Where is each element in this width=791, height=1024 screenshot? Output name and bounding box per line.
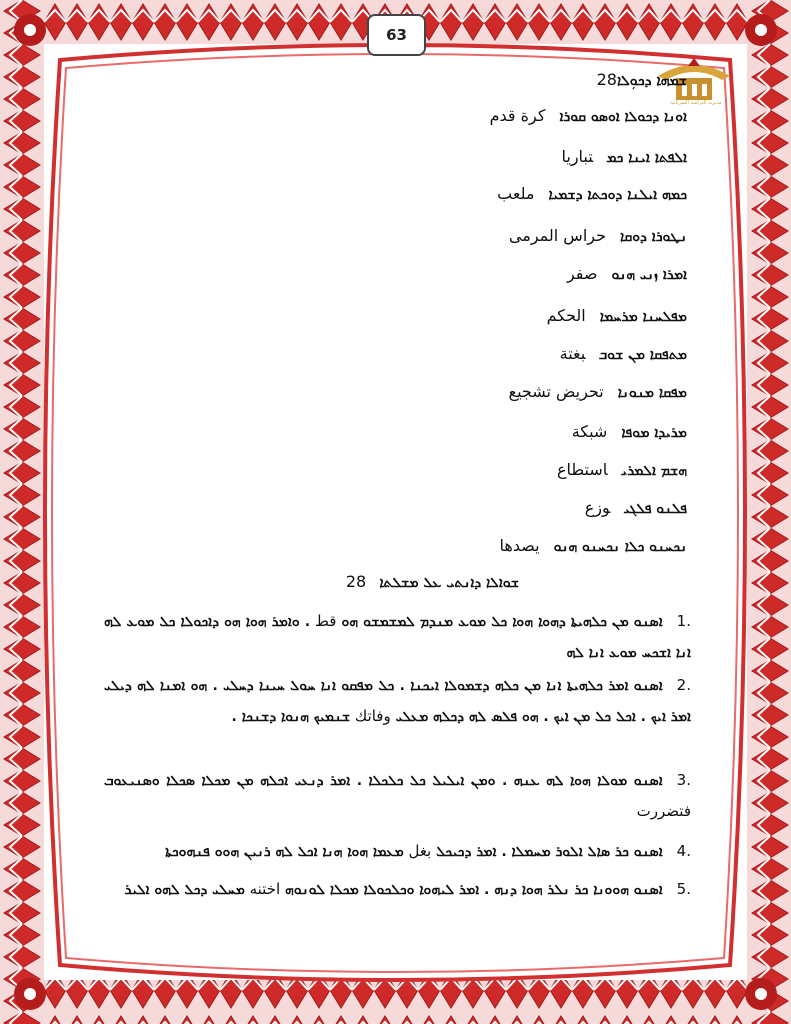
page-number: 63 <box>367 14 426 56</box>
vocab-syriac: ܡܦܩܐ ܡܢܘܢܐ <box>617 385 687 401</box>
question-paragraph <box>104 765 691 827</box>
question-paragraph <box>104 874 691 905</box>
paragraph-number: .3 <box>676 771 691 789</box>
vocab-arabic: صفر <box>566 264 598 283</box>
vocab-syriac: ܦܠܢܘ ܦܠܓܝ <box>624 501 687 517</box>
logo-caption: مديرية الدراسة السريانية <box>670 100 722 106</box>
vocab-entry <box>562 147 688 166</box>
vocab-arabic: تحريض تشجيع <box>508 382 604 401</box>
paragraph-syriac: ܐܣܢܘ ܗܘܘܢܐ ܟܪ ܢܠܪ ܗܘܐ ܕܢܗ . ܐܡܪ ܠܝܗܘܐ ܘܟܠܟܘܠܐ ܡܟܠܐ ܠܘܢܘܗ <box>280 882 663 898</box>
vocab-syriac: ܡܪܝܕܐ ܡܘܦܐ <box>621 425 687 441</box>
vocab-arabic: تباريا <box>561 147 594 166</box>
paragraph-syriac: ܐܣܢܘ ܡܢ ܟܠܗܝܬܐ ܕܗܘܐ ܗܘܐ ܟܠ ܡܘܥ ܡܢܕܡ ܠܡܫܡܫܘ ܗܘ <box>336 614 663 630</box>
vocab-syriac: ܟܡܗ ܐܝܠܢܐ ܕܘܟܬܐ ܕܫܡܝܐ <box>548 187 687 203</box>
vocab-arabic: استطاع <box>557 460 608 479</box>
section-heading <box>597 70 687 89</box>
vocab-entry <box>572 422 687 441</box>
paragraph-syriac: ܐܣܢܘ ܡܘܠܐ ܗܘܐ ܠܗ ܥܢܗ . ܘܡܢ ܐܝܠܝܠ ܟܠ ܟܠܟܠܐ . ܐܡܪ ܕܢܥܝ ܐܟܠܗ ܡܢ ܡܟܠܐ ܣܟܠܐ ܘܣܢܝܥܘܒ <box>104 773 663 789</box>
vocab-syriac: ܐܡܪܐ ܙܢܝ ܗܢܘ <box>611 267 687 283</box>
heading-number: 28 <box>596 70 617 89</box>
questions-heading <box>346 572 519 591</box>
vocab-arabic: يصدها <box>499 536 540 555</box>
paragraph-arabic: بغل <box>403 842 432 860</box>
vocab-entry <box>509 382 687 401</box>
paragraph-number: .5 <box>676 880 691 898</box>
vocab-entry <box>567 264 687 283</box>
vocab-entry <box>490 106 687 125</box>
paragraph-arabic: قط <box>310 612 337 630</box>
vocab-syriac: ܡܦܠܚܢܐ ܡܪܚܡܐ <box>599 309 687 325</box>
paragraph-arabic: فتضررت <box>636 802 691 820</box>
vocab-arabic: ملعب <box>497 184 535 203</box>
vocab-arabic: كرة قدم <box>489 106 546 125</box>
vocab-syriac: ܢܛܘܪܐ ܕܘܩܐ <box>620 229 687 245</box>
paragraph-syriac-continued: ܡܥܡܐ ܗܘܐ ܗܢܐ ܐܟܠ ܠܗ ܪܢܝܢ ܗܘܘ ܦܢܗܘܟܬܐ <box>165 844 404 860</box>
vocab-arabic: شبكة <box>571 422 608 441</box>
questions-heading-syriac: ܫܘܐܠܐ ܕܐܢܬܝ ܥܠ ܡܫܠܬܐ <box>379 575 519 591</box>
paragraph-number: .4 <box>676 842 691 860</box>
vocab-syriac: ܢܟܚܢܘ ܟܠܐ ܢܟܚܢܘ ܗܢܘ <box>553 539 687 555</box>
paragraph-syriac-continued: ܫܢܡܝܟ ܗܢܘܐ ܕܫܢܟܐ . <box>231 709 351 725</box>
vocab-syriac: ܗܫܡ ܐܠܡܪܝ <box>621 463 687 479</box>
paragraph-syriac: ܐܣܢܘ ܟܪ ܣܐܠ ܐܠܘܪ ܡܚܡܠܐ . ܐܡܪ ܕܟܝܟܠ <box>431 844 663 860</box>
question-paragraph <box>104 670 691 732</box>
question-paragraph <box>104 836 691 867</box>
vocab-arabic: وزع <box>584 498 611 517</box>
paragraph-syriac-continued: ܡܚܠܝ ܕܟܠ ܠܗܘ ܐܠܝܪ <box>124 882 245 898</box>
paragraph-arabic: وفاتك <box>350 707 391 725</box>
vocab-entry <box>509 226 687 245</box>
paragraph-syriac: ܐܣܢܘ ܐܡܪ ܟܠܗܝܬܐ ܐܢܐ ܡܢ ܟܠܗ ܕܫܡܘܠܐ ܐܝܟܢܐ . ܟܠ ܡܦܩܘ ܐܢܐ ܚܘܠ ܚܝܢܐ ܕܚܠܝ . ܗܘ ܐܡܢܐ ܠܗ ܕܝܠܝ ܐܡܪ ܐܝܟ . ܐܟܠ ܟܠ ܡܢ ܐܝܟ . ܗܘ ܦܠܣ ܠܗ ܕܟܠܗ ܡܥܠܝ <box>104 678 691 725</box>
paragraph-syriac-continued: . ܘܐܡܪ ܗܘܐ ܗܘ ܕܐܟܘܠܐ ܟܠ ܡܘܥ ܠܗ ܐܢܐ ܐܫܟܚ ܡܘܥ ܐܢܐ ܠܗ <box>104 614 691 661</box>
vocab-syriac: ܐܘܢܐ ܕܟܘܠܐ ܐܘܣܘ ܩܘܪܐ <box>559 109 687 125</box>
question-paragraph <box>104 606 691 668</box>
vocab-entry <box>585 498 687 517</box>
vocab-entry <box>557 460 687 479</box>
vocab-entry <box>500 536 687 555</box>
vocab-syriac: ܐܠܦܬܐ ܐܝܢܐ ܟܡ <box>607 150 687 166</box>
paragraph-number: .2 <box>676 676 691 694</box>
paragraph-arabic: اختنه <box>244 880 281 898</box>
questions-heading-number: 28 <box>345 572 367 591</box>
vocab-entry <box>497 184 687 203</box>
vocab-arabic: الحكم <box>546 306 586 325</box>
vocab-arabic: بغتة <box>559 344 586 363</box>
vocab-arabic: حراس المرمى <box>508 226 606 245</box>
paragraph-number: .1 <box>676 612 691 630</box>
vocab-entry <box>547 306 687 325</box>
vocab-syriac: ܡܬܦܩܐ ܡܢ ܫܘܒ <box>599 347 687 363</box>
vocab-entry <box>560 344 687 363</box>
heading-syriac: ܫܡܗܐ ܕܟܘܼܠܐ <box>616 73 687 89</box>
